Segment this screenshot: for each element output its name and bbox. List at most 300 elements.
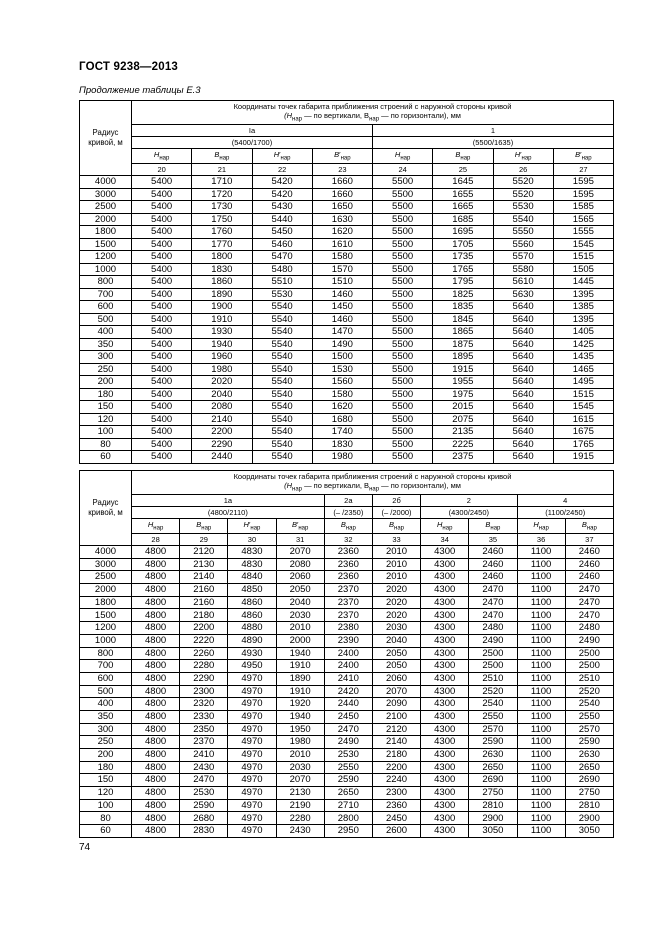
value-cell: 1100 — [517, 558, 565, 571]
value-cell: 2040 — [276, 596, 324, 609]
coordinates-header-line2: ($H_{нар}$ — по вертикали, $B_{нар}$ — по горизонтали), мм — [284, 110, 461, 123]
column-letter: H — [243, 519, 249, 529]
value-cell: 4300 — [421, 571, 469, 584]
value-cell: 1405 — [553, 326, 613, 339]
column-subscript: нар — [521, 155, 532, 162]
value-cell: 2470 — [565, 609, 613, 622]
value-cell: 4840 — [228, 571, 276, 584]
table-row — [80, 672, 614, 685]
table-row — [80, 251, 614, 264]
value-cell: 1940 — [192, 338, 252, 351]
value-cell: 1100 — [517, 647, 565, 660]
value-cell: 1845 — [433, 313, 493, 326]
value-cell: 4300 — [421, 787, 469, 800]
value-cell: 2480 — [565, 622, 613, 635]
value-cell: 4800 — [132, 774, 180, 787]
value-cell: 2460 — [469, 546, 517, 559]
coordinates-header — [132, 471, 614, 495]
radius-cell: 1500 — [80, 609, 132, 622]
value-cell: 1890 — [192, 288, 252, 301]
coordinates-header-line2: ($H_{нар}$ — по вертикали, $B_{нар}$ — по горизонтали), мм — [284, 480, 461, 493]
value-cell: 1890 — [276, 672, 324, 685]
value-cell: 4300 — [421, 698, 469, 711]
value-cell: 5540 — [252, 451, 312, 464]
value-cell: 2690 — [565, 774, 613, 787]
value-cell: 1100 — [517, 761, 565, 774]
value-cell: 2015 — [433, 401, 493, 414]
value-cell: 1910 — [276, 685, 324, 698]
table-row — [80, 326, 614, 339]
value-cell: 5540 — [252, 326, 312, 339]
radius-cell: 2000 — [80, 584, 132, 597]
value-cell: 2040 — [192, 388, 252, 401]
value-cell: 4300 — [421, 609, 469, 622]
value-cell: 1875 — [433, 338, 493, 351]
radius-cell: 700 — [80, 660, 132, 673]
value-cell: 1830 — [192, 263, 252, 276]
value-cell: 5570 — [493, 251, 553, 264]
value-cell: 1950 — [276, 723, 324, 736]
value-cell: 1100 — [517, 546, 565, 559]
table-row — [80, 376, 614, 389]
table-row — [80, 812, 614, 825]
value-cell: 1100 — [517, 672, 565, 685]
value-cell: 5400 — [132, 413, 192, 426]
column-header — [252, 149, 312, 164]
value-cell: 4970 — [228, 787, 276, 800]
column-subscript: нар — [490, 525, 501, 532]
value-cell: 4970 — [228, 698, 276, 711]
value-cell: 5640 — [493, 313, 553, 326]
value-cell: 2400 — [324, 647, 372, 660]
value-cell: 5400 — [132, 238, 192, 251]
column-subscript: нар — [460, 155, 471, 162]
table-row — [80, 647, 614, 660]
value-cell: 5470 — [252, 251, 312, 264]
table-row — [80, 558, 614, 571]
value-cell: 5540 — [252, 413, 312, 426]
value-cell: 1100 — [517, 749, 565, 762]
value-cell: 1435 — [553, 351, 613, 364]
value-cell: 5500 — [373, 401, 433, 414]
value-cell: 4970 — [228, 799, 276, 812]
value-cell: 1460 — [312, 313, 372, 326]
value-cell: 2040 — [372, 634, 420, 647]
value-cell: 1495 — [553, 376, 613, 389]
table-row — [80, 609, 614, 622]
value-cell: 5540 — [252, 351, 312, 364]
column-prime: ′ — [279, 149, 281, 159]
column-header — [312, 149, 372, 164]
value-cell: 1545 — [553, 238, 613, 251]
value-cell: 2290 — [180, 672, 228, 685]
value-cell: 1100 — [517, 609, 565, 622]
value-cell: 4300 — [421, 558, 469, 571]
value-cell: 5540 — [252, 388, 312, 401]
value-cell: 5540 — [493, 213, 553, 226]
value-cell: 2810 — [565, 799, 613, 812]
value-cell: 2135 — [433, 426, 493, 439]
value-cell: 4800 — [132, 799, 180, 812]
value-cell: 1100 — [517, 825, 565, 838]
value-cell: 1585 — [553, 201, 613, 214]
value-cell: 2290 — [192, 438, 252, 451]
value-cell: 2010 — [372, 546, 420, 559]
value-cell: 4300 — [421, 647, 469, 660]
value-cell: 2140 — [192, 413, 252, 426]
value-cell: 5400 — [132, 176, 192, 189]
value-cell: 2370 — [324, 596, 372, 609]
value-cell: 5540 — [252, 438, 312, 451]
value-cell: 2130 — [276, 787, 324, 800]
value-cell: 5500 — [373, 251, 433, 264]
value-cell: 5400 — [132, 338, 192, 351]
value-cell: 2500 — [565, 660, 613, 673]
value-cell: 2460 — [565, 571, 613, 584]
value-cell: 2510 — [565, 672, 613, 685]
coordinates-table-1 — [79, 100, 614, 464]
value-cell: 4800 — [132, 571, 180, 584]
value-cell: 1445 — [553, 276, 613, 289]
value-cell: 2590 — [180, 799, 228, 812]
value-cell: 5400 — [132, 451, 192, 464]
value-cell: 1645 — [433, 176, 493, 189]
value-cell: 5640 — [493, 401, 553, 414]
value-cell: 5560 — [493, 238, 553, 251]
column-letter: H — [514, 149, 521, 159]
value-cell: 2500 — [565, 647, 613, 660]
column-number: 33 — [372, 534, 420, 546]
table-row — [80, 288, 614, 301]
value-cell: 2080 — [276, 558, 324, 571]
value-cell: 2650 — [469, 761, 517, 774]
value-cell: 4300 — [421, 812, 469, 825]
value-cell: 4800 — [132, 622, 180, 635]
column-subscript: нар — [538, 525, 549, 532]
radius-cell: 300 — [80, 723, 132, 736]
value-cell: 4880 — [228, 622, 276, 635]
table-row — [80, 401, 614, 414]
column-prime: ′ — [339, 149, 341, 159]
value-cell: 2530 — [324, 749, 372, 762]
table-row — [80, 338, 614, 351]
value-cell: 4950 — [228, 660, 276, 673]
column-header — [553, 149, 613, 164]
value-cell: 2480 — [469, 622, 517, 635]
value-cell: 2120 — [372, 723, 420, 736]
value-cell: 1825 — [433, 288, 493, 301]
value-cell: 5500 — [373, 413, 433, 426]
value-cell: 4970 — [228, 812, 276, 825]
value-cell: 5500 — [373, 451, 433, 464]
value-cell: 2680 — [180, 812, 228, 825]
column-header — [372, 519, 420, 534]
radius-cell: 80 — [80, 438, 132, 451]
radius-cell: 400 — [80, 698, 132, 711]
value-cell: 2600 — [372, 825, 420, 838]
column-number: 32 — [324, 534, 372, 546]
table-row — [80, 787, 614, 800]
value-cell: 1665 — [433, 201, 493, 214]
column-header — [493, 149, 553, 164]
value-cell: 1915 — [553, 451, 613, 464]
group-subtitle: (5500/1635) — [373, 137, 614, 149]
value-cell: 2550 — [469, 710, 517, 723]
value-cell: 5400 — [132, 326, 192, 339]
coordinates-table-2 — [79, 470, 614, 838]
value-cell: 2160 — [180, 596, 228, 609]
value-cell: 5500 — [373, 213, 433, 226]
value-cell: 4970 — [228, 723, 276, 736]
value-cell: 1915 — [433, 363, 493, 376]
value-cell: 2490 — [565, 634, 613, 647]
value-cell: 2410 — [324, 672, 372, 685]
table-row — [80, 736, 614, 749]
value-cell: 1530 — [312, 363, 372, 376]
value-cell: 4300 — [421, 634, 469, 647]
value-cell: 4800 — [132, 749, 180, 762]
value-cell: 1560 — [312, 376, 372, 389]
value-cell: 4300 — [421, 596, 469, 609]
column-header — [324, 519, 372, 534]
value-cell: 2070 — [372, 685, 420, 698]
value-cell: 4800 — [132, 710, 180, 723]
value-cell: 4970 — [228, 685, 276, 698]
value-cell: 2100 — [372, 710, 420, 723]
value-cell: 2470 — [565, 596, 613, 609]
value-cell: 2540 — [565, 698, 613, 711]
column-header — [421, 519, 469, 534]
value-cell: 2450 — [372, 812, 420, 825]
value-cell: 1660 — [312, 188, 372, 201]
table-row — [80, 188, 614, 201]
value-cell: 3050 — [565, 825, 613, 838]
value-cell: 1100 — [517, 736, 565, 749]
value-cell: 4890 — [228, 634, 276, 647]
radius-cell: 100 — [80, 426, 132, 439]
value-cell: 2470 — [180, 774, 228, 787]
column-prime: ′ — [248, 519, 251, 529]
group-name: 1 — [373, 125, 614, 137]
radius-cell: 200 — [80, 376, 132, 389]
column-number: 23 — [312, 164, 372, 176]
value-cell: 1100 — [517, 660, 565, 673]
value-cell: 1470 — [312, 326, 372, 339]
value-cell: 2070 — [276, 546, 324, 559]
value-cell: 5400 — [132, 276, 192, 289]
column-subscript: нар — [400, 155, 411, 162]
table-row — [80, 660, 614, 673]
column-letter: H — [437, 519, 443, 529]
value-cell: 2070 — [276, 774, 324, 787]
value-cell: 4300 — [421, 723, 469, 736]
radius-cell: 3000 — [80, 188, 132, 201]
radius-cell: 60 — [80, 825, 132, 838]
table-row — [80, 226, 614, 239]
value-cell: 2800 — [324, 812, 372, 825]
table-row — [80, 351, 614, 364]
value-cell: 2200 — [192, 426, 252, 439]
value-cell: 2370 — [324, 584, 372, 597]
value-cell: 2710 — [324, 799, 372, 812]
table-row — [80, 698, 614, 711]
column-prime: ′ — [296, 519, 299, 529]
value-cell: 5500 — [373, 238, 433, 251]
value-cell: 1100 — [517, 799, 565, 812]
table-row — [80, 761, 614, 774]
column-subscript: нар — [280, 155, 291, 162]
value-cell: 4800 — [132, 660, 180, 673]
value-cell: 4970 — [228, 710, 276, 723]
table-row — [80, 723, 614, 736]
radius-cell: 700 — [80, 288, 132, 301]
value-cell: 5630 — [493, 288, 553, 301]
value-cell: 4800 — [132, 685, 180, 698]
value-cell: 2075 — [433, 413, 493, 426]
radius-cell: 150 — [80, 774, 132, 787]
column-letter: B — [291, 519, 297, 529]
value-cell: 2530 — [180, 787, 228, 800]
column-header — [132, 519, 180, 534]
radius-cell: 1200 — [80, 251, 132, 264]
value-cell: 1910 — [276, 660, 324, 673]
value-cell: 5640 — [493, 301, 553, 314]
value-cell: 2010 — [276, 622, 324, 635]
value-cell: 2010 — [372, 558, 420, 571]
value-cell: 1705 — [433, 238, 493, 251]
value-cell: 4830 — [228, 546, 276, 559]
value-cell: 2590 — [469, 736, 517, 749]
group-name: 2а — [324, 495, 372, 507]
value-cell: 5500 — [373, 176, 433, 189]
value-cell: 2470 — [469, 596, 517, 609]
value-cell: 5400 — [132, 401, 192, 414]
value-cell: 4860 — [228, 596, 276, 609]
value-cell: 2360 — [324, 558, 372, 571]
table-row — [80, 301, 614, 314]
table-row — [80, 413, 614, 426]
column-number: 24 — [373, 164, 433, 176]
value-cell: 1720 — [192, 188, 252, 201]
value-cell: 2180 — [372, 749, 420, 762]
radius-cell: 120 — [80, 413, 132, 426]
value-cell: 4300 — [421, 736, 469, 749]
value-cell: 1765 — [433, 263, 493, 276]
column-number: 22 — [252, 164, 312, 176]
value-cell: 4300 — [421, 825, 469, 838]
table-row — [80, 799, 614, 812]
value-cell: 1100 — [517, 698, 565, 711]
value-cell: 1100 — [517, 584, 565, 597]
value-cell: 2430 — [180, 761, 228, 774]
column-subscript: нар — [298, 525, 309, 532]
radius-cell: 1000 — [80, 263, 132, 276]
table-row — [80, 238, 614, 251]
column-subscript: нар — [586, 525, 597, 532]
radius-cell: 200 — [80, 749, 132, 762]
group-subtitle: (4800/2110) — [132, 507, 325, 519]
value-cell: 4300 — [421, 546, 469, 559]
value-cell: 5500 — [373, 288, 433, 301]
value-cell: 1395 — [553, 313, 613, 326]
value-cell: 5640 — [493, 363, 553, 376]
value-cell: 2520 — [469, 685, 517, 698]
value-cell: 1580 — [312, 388, 372, 401]
value-cell: 5500 — [373, 363, 433, 376]
value-cell: 4300 — [421, 799, 469, 812]
column-subscript: нар — [394, 525, 405, 532]
value-cell: 1650 — [312, 201, 372, 214]
radius-cell: 3000 — [80, 558, 132, 571]
value-cell: 5400 — [132, 288, 192, 301]
value-cell: 2050 — [372, 647, 420, 660]
value-cell: 2440 — [324, 698, 372, 711]
value-cell: 2590 — [324, 774, 372, 787]
value-cell: 1500 — [312, 351, 372, 364]
value-cell: 2390 — [324, 634, 372, 647]
value-cell: 2360 — [324, 571, 372, 584]
value-cell: 1565 — [553, 213, 613, 226]
column-header — [192, 149, 252, 164]
column-number: 27 — [553, 164, 613, 176]
table-row — [80, 451, 614, 464]
coordinates-header-line1: Координаты точек габарита приближения строений с наружной стороны кривой — [233, 101, 512, 111]
column-subscript: нар — [250, 525, 261, 532]
value-cell: 4800 — [132, 584, 180, 597]
column-letter: B — [214, 149, 220, 159]
table-row — [80, 774, 614, 787]
value-cell: 5400 — [132, 313, 192, 326]
group-subtitle: (– /2000) — [372, 507, 420, 519]
column-letter: B — [334, 149, 340, 159]
value-cell: 2200 — [180, 622, 228, 635]
value-cell: 1490 — [312, 338, 372, 351]
value-cell: 1100 — [517, 787, 565, 800]
value-cell: 2630 — [469, 749, 517, 762]
value-cell: 5520 — [493, 188, 553, 201]
value-cell: 3050 — [469, 825, 517, 838]
value-cell: 1620 — [312, 226, 372, 239]
radius-cell: 1200 — [80, 622, 132, 635]
value-cell: 1100 — [517, 622, 565, 635]
value-cell: 1975 — [433, 388, 493, 401]
radius-cell: 800 — [80, 276, 132, 289]
value-cell: 5530 — [252, 288, 312, 301]
value-cell: 5400 — [132, 188, 192, 201]
value-cell: 2140 — [180, 571, 228, 584]
value-cell: 5400 — [132, 301, 192, 314]
group-subtitle: (5400/1700) — [132, 137, 373, 149]
value-cell: 1895 — [433, 351, 493, 364]
coordinates-header — [132, 101, 614, 125]
group-name: 2 — [421, 495, 517, 507]
value-cell: 2650 — [324, 787, 372, 800]
column-letter: H — [394, 149, 401, 159]
value-cell: 2060 — [276, 571, 324, 584]
value-cell: 4300 — [421, 622, 469, 635]
radius-header: Радиус кривой, м — [80, 101, 132, 176]
column-number: 37 — [565, 534, 613, 546]
value-cell: 2050 — [276, 584, 324, 597]
page-number: 74 — [79, 842, 91, 853]
value-cell: 1680 — [312, 413, 372, 426]
value-cell: 5400 — [132, 388, 192, 401]
value-cell: 2520 — [565, 685, 613, 698]
value-cell: 1860 — [192, 276, 252, 289]
column-number: 26 — [493, 164, 553, 176]
value-cell: 1675 — [553, 426, 613, 439]
value-cell: 4970 — [228, 749, 276, 762]
